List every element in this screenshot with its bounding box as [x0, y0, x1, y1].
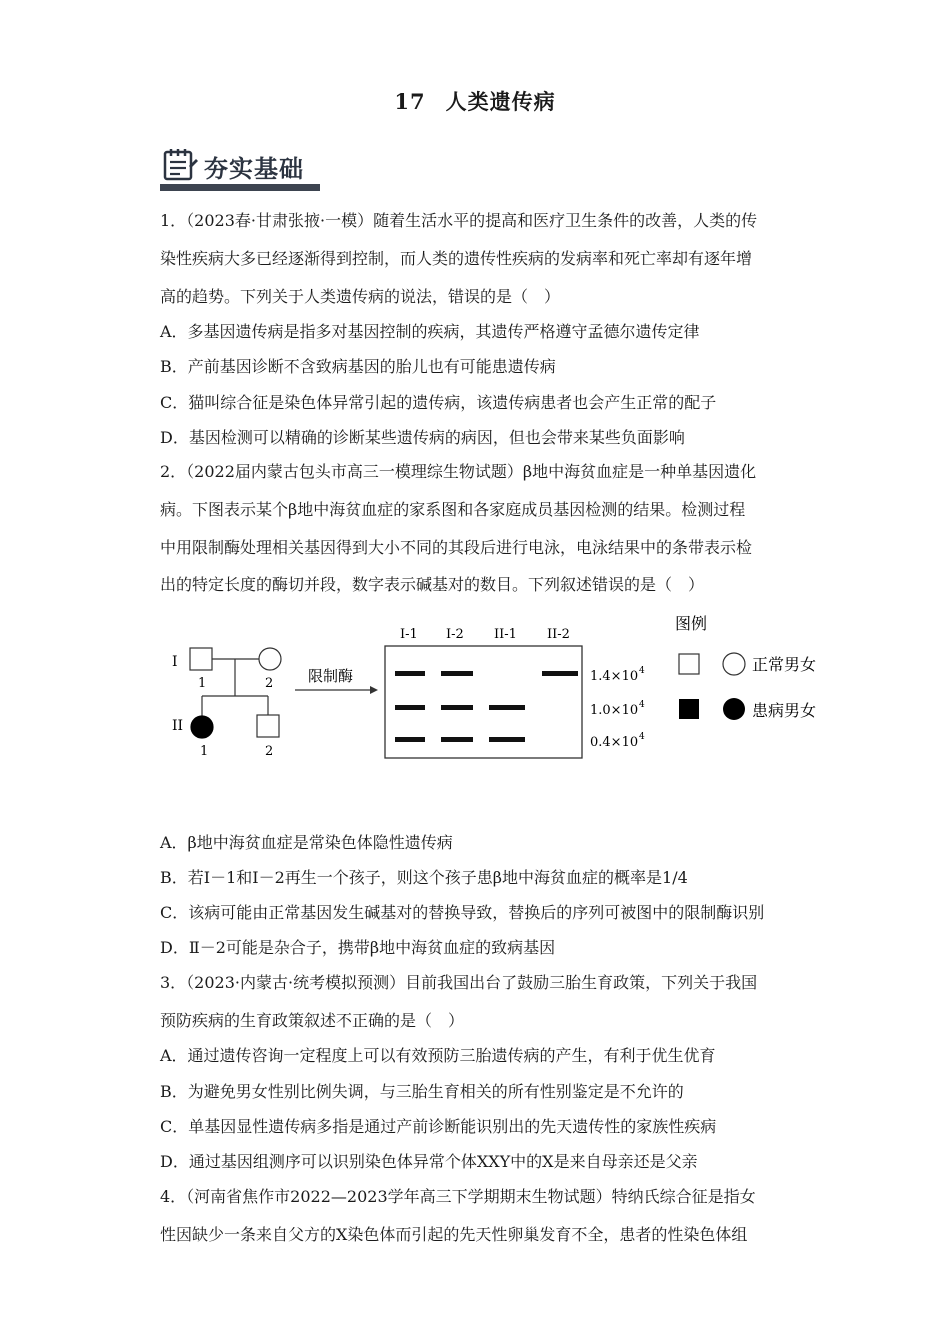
I-2-label: 2	[265, 676, 274, 691]
section-header	[160, 140, 325, 195]
gel-band	[395, 737, 425, 742]
text-line: 3．（2023·内蒙古·统考模拟预测）目前我国出台了鼓励三胎生育政策，下列关于我国	[160, 973, 758, 992]
text-line: 2．（2022届内蒙古包头市高三一模理综生物试题）β地中海贫血症是一种单基因遗化	[160, 462, 757, 481]
section-underline	[160, 184, 320, 191]
pedigree-I-1-male	[190, 648, 212, 670]
page-title	[0, 86, 950, 116]
legend-affected-female-icon	[723, 698, 745, 720]
gel-band	[489, 705, 525, 710]
pedigree-electrophoresis-figure	[160, 610, 840, 800]
legend-affected-label: 患病男女	[752, 701, 817, 720]
lane-label: II-1	[494, 627, 517, 642]
legend-normal-male-icon	[679, 654, 699, 674]
text-line: C．该病可能由正常基因发生碱基对的替换导致，替换后的序列可被图中的限制酶识别	[160, 903, 765, 922]
title-text: 人类遗传病	[445, 89, 556, 114]
section-label: 夯实基础	[204, 155, 304, 183]
pedigree-II-2-male	[257, 715, 279, 737]
gel-band	[542, 671, 578, 676]
legend-affected-male-icon	[679, 699, 699, 719]
notepad-icon	[162, 148, 198, 182]
gel-band	[395, 671, 425, 676]
restriction-enzyme-label: 限制酶	[308, 667, 354, 685]
band-size-label: 1.4×10	[590, 669, 639, 684]
title-number: 17	[394, 89, 426, 114]
text-line: D．基因检测可以精确的诊断某些遗传病的病因，但也会带来某些负面影响	[160, 428, 685, 447]
band-size-exponent: 4	[639, 700, 645, 710]
text-line: 出的特定长度的酶切并段，数字表示碱基对的数目。下列叙述错误的是（ ）	[160, 575, 705, 594]
text-line: 中用限制酶处理相关基因得到大小不同的其段后进行电泳，电泳结果中的条带表示检	[160, 538, 753, 557]
text-line: B．为避免男女性别比例失调，与三胎生育相关的所有性别鉴定是不允许的	[160, 1082, 684, 1101]
text-line: 1．（2023春·甘肃张掖·一模）随着生活水平的提高和医疗卫生条件的改善，人类的传	[160, 211, 758, 230]
I-1-label: 1	[198, 676, 207, 691]
band-size-exponent: 4	[639, 666, 645, 676]
text-line: 预防疾病的生育政策叙述不正确的是（ ）	[160, 1011, 465, 1030]
text-line: 4．（河南省焦作市2022—2023学年高三下学期期末生物试题）特纳氏综合征是指女	[160, 1187, 756, 1206]
gel-band	[441, 705, 473, 710]
II-2-label: 2	[265, 744, 274, 759]
text-line: 高的趋势。下列关于人类遗传病的说法，错误的是（ ）	[160, 287, 561, 306]
legend-title: 图例	[675, 614, 708, 633]
gen-II-label: II	[172, 718, 184, 734]
lane-label: I-1	[400, 627, 418, 642]
pedigree-II-1-affected-female	[191, 716, 213, 738]
text-line: 病。下图表示某个β地中海贫血症的家系图和各家庭成员基因检测的结果。检测过程	[160, 500, 746, 519]
legend-normal-female-icon	[723, 653, 745, 675]
pedigree-I-2-female	[259, 648, 281, 670]
lane-label: II-2	[547, 627, 570, 642]
band-size-exponent: 4	[639, 732, 645, 742]
gen-I-label: I	[172, 654, 178, 670]
gel-band	[489, 737, 525, 742]
lane-label: I-2	[446, 627, 464, 642]
band-size-label: 1.0×10	[590, 703, 639, 718]
band-size-label: 0.4×10	[590, 735, 639, 750]
II-1-label: 1	[200, 744, 209, 759]
text-line: B．若Ⅰ－1和Ⅰ－2再生一个孩子，则这个孩子患β地中海贫血症的概率是1/4	[160, 868, 688, 887]
text-line: A．β地中海贫血症是常染色体隐性遗传病	[160, 833, 453, 852]
text-line: B．产前基因诊断不含致病基因的胎儿也有可能患遗传病	[160, 357, 556, 376]
gel-band	[395, 705, 425, 710]
text-line: C．单基因显性遗传病多指是通过产前诊断能识别出的先天遗传性的家族性疾病	[160, 1117, 717, 1136]
text-line: C．猫叫综合征是染色体异常引起的遗传病，该遗传病患者也会产生正常的配子	[160, 393, 717, 412]
text-line: 性因缺少一条来自父方的X染色体而引起的先天性卵巢发育不全，患者的性染色体组	[160, 1225, 748, 1244]
text-line: 染性疾病大多已经逐渐得到控制，而人类的遗传性疾病的发病率和死亡率却有逐年增	[160, 249, 753, 268]
text-line: A．通过遗传咨询一定程度上可以有效预防三胎遗传病的产生，有利于优生优育	[160, 1046, 716, 1065]
legend-normal-label: 正常男女	[752, 655, 817, 674]
gel-band	[441, 737, 473, 742]
text-line: D．Ⅱ－2可能是杂合子，携带β地中海贫血症的致病基因	[160, 938, 556, 957]
text-line: A．多基因遗传病是指多对基因控制的疾病，其遗传严格遵守孟德尔遗传定律	[160, 322, 700, 341]
text-line: D．通过基因组测序可以识别染色体异常个体XXY中的X是来自母亲还是父亲	[160, 1152, 698, 1171]
gel-band	[441, 671, 473, 676]
